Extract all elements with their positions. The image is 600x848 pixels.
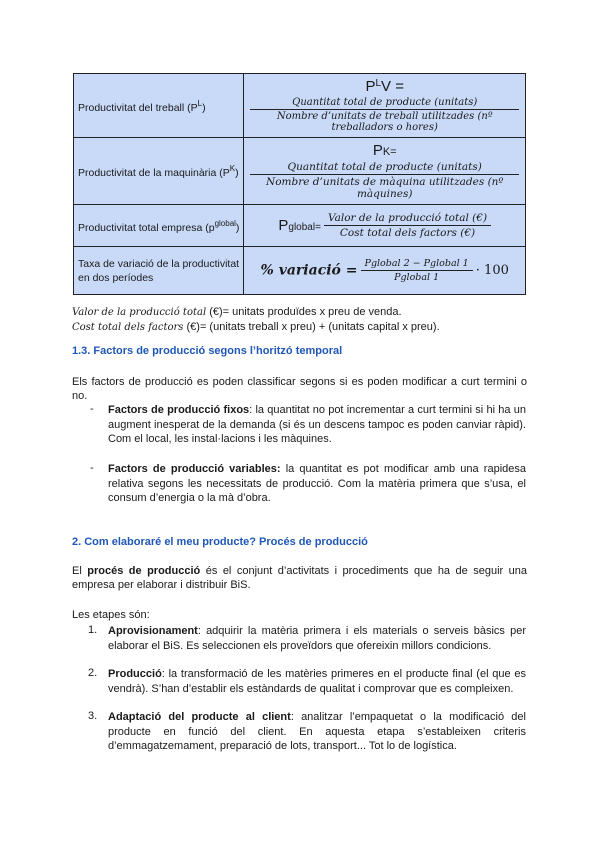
section-heading: 1.3. Factors de producció segons l’horitzó temporal <box>72 345 343 357</box>
list-item: Aprovisionament: adquirir la matèria primera i els materials o serveis bàsics per elaborar el BiS. Es seleccionen els proveïdors que ofereixin millors condicions. <box>108 625 526 652</box>
note-factor-cost: Cost total dels factors (€)= (unitats treball x preu) + (unitats capital x preu). <box>72 321 440 333</box>
row-label: Productivitat del treball $(P^L)$ <box>74 74 244 138</box>
bullet-marker: - <box>90 462 94 474</box>
machinery-productivity-formula: PK= $\frac{\text{Quantitat total de producte (unitats)}}{\text{Nombre d’unitats de màquina utilitzades (nº màquines)}}$ <box>244 138 526 205</box>
table-row <box>74 74 526 138</box>
section-heading: 2. Com elaboraré el meu producte? Procés de producció <box>72 536 368 548</box>
total-productivity-formula: Pglobal= $\frac{\text{Valor de la producció total (€)}}{\text{Cost total dels factors (€)}}$ <box>244 205 526 247</box>
list-item: Factors de producció fixos: la quantitat no pot incrementar a curt termini si hi ha un augment inesperat de la demanda (si és un descens tampoc es poden canviar ràpid). Com el local, les instal·lacions i les màquines. <box>108 404 526 445</box>
list-item: Factors de producció variables: la quantitat es pot modificar amb una rapidesa relativa segons les necessitats de producció. Com la matèria primera que s’usa, el consum d’energia o la mà d’obra. <box>108 463 526 504</box>
fraction: $\frac{\text{Valor de la producció total (€)}}{\text{Cost total dels factors (€)}}$ <box>324 212 491 239</box>
fraction: $\frac{\text{Pglobal 2 − Pglobal 1}}{\text{Pglobal 1}}$ <box>361 258 473 283</box>
row-label: Taxa de variació de la productivitat en dos períodes <box>74 247 244 295</box>
variation-rate-formula: % variació = $\frac{\text{Pglobal 2 − Pglobal 1}}{\text{Pglobal 1}}$ · 100 <box>244 247 526 295</box>
fraction: $\frac{\text{Quantitat total de producte (unitats)}}{\text{Nombre d’unitats de màquina utilitzades (nº màquines)}}$ <box>250 161 519 200</box>
step-number: 2. <box>88 667 98 679</box>
list-item: Adaptació del producte al client: analitzar l’empaquetat o la modificació del producte en funció del client. En aquesta etapa s’estableixen criteris d’emmagatzemament, preparació de lots, transport... Tot lo de logística. <box>108 711 526 752</box>
row-label: Productivitat total empresa $(p^{global})$ <box>74 205 244 247</box>
bullet-marker: - <box>90 403 94 415</box>
note-production-value: Valor de la producció total (€)= unitats produïdes x preu de venda. <box>72 306 402 318</box>
table-row <box>74 205 526 247</box>
step-number: 1. <box>88 624 98 636</box>
labour-productivity-formula: $P^LV$ = Quantitat total de producte (unitats) Nombre d’unitats de treball utilitzades (nº treballadors o hores) <box>244 74 526 138</box>
row-label: Productivitat de la maquinària $(P^K)$ <box>74 138 244 205</box>
table-row <box>74 138 526 205</box>
list-item: Producció: la transformació de les matèries primeres en el producte final (el que es vendrà). S’han d’establir els estàndards de qualitat i comprovar que es compleixen. <box>108 668 526 695</box>
paragraph: Els factors de producció es poden classificar segons si es poden modificar a curt termini o no. <box>72 376 527 402</box>
paragraph: El procés de producció és el conjunt d’activitats i procediments que ha de seguir una empresa per elaborar i distribuir BiS. <box>72 565 527 591</box>
table-row <box>74 247 526 295</box>
productivity-table <box>73 73 526 295</box>
fraction: Quantitat total de producte (unitats) Nombre d’unitats de treball utilitzades (nº treballadors o hores) <box>250 97 519 133</box>
steps-label: Les etapes són: <box>72 609 150 621</box>
step-number: 3. <box>88 710 98 722</box>
